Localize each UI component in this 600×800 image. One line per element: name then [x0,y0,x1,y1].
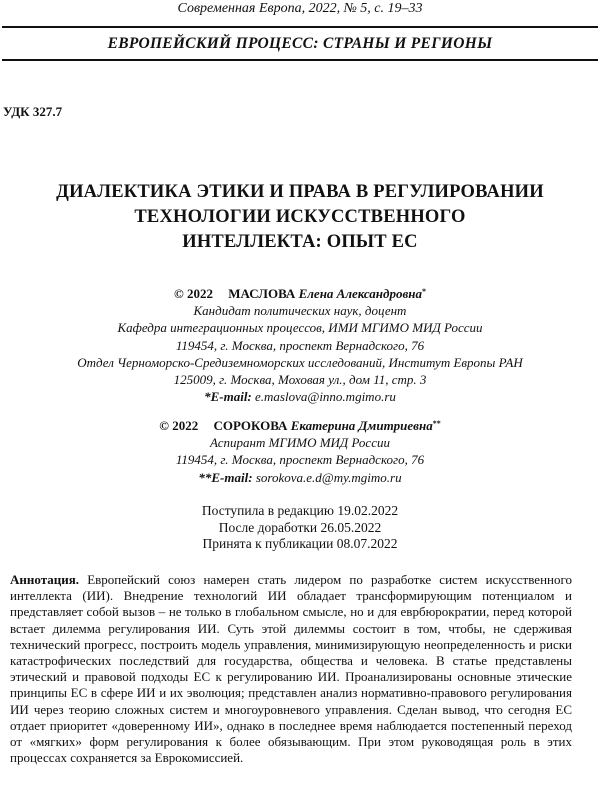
date-accepted: Принята к публикации 08.07.2022 [202,536,398,551]
author-footnote-mark: ** [432,419,441,428]
article-title-line-3: ИНТЕЛЛЕКТА: ОПЫТ ЕС [182,232,418,252]
author-given-name: Елена Александровна [298,286,422,301]
abstract-text: Европейский союз намерен стать лидером по разработке систем искусственного интеллекта (ИИ). Внедрение технологий ИИ обладает трансформирующим потенциалом и представляет собой вызов – не только в глобальном смысле, но и для еврбюрократии, перед которой встает дилемма регулирования ИИ. Суть этой дилеммы состоит в том, чтобы, не сдерживая технический прогресс, построить модель управления, минимизирующую неопределенность и риски катастрофических последствий для государства, общества и человека. В статье представлены этический и правовой подходы ЕС к регулированию ИИ. Проанализированы основные этические принципы ЕС в сфере ИИ и их эволюция; представлен анализ нормативно-правового регулирования ИИ через теорию сложных систем и многоуровневого управления. Сделан вывод, что сегодня ЕС отдает приоритет «доверенному ИИ», однако в последнее время наблюдается постепенный переход от «мягких» форм регулирования к более обязывающим. При этом руководящая роль в этих процессах сохраняется за Еврокомиссией. [10,572,572,766]
author-affiliation: Аспирант МГИМО МИД России [210,435,390,451]
email-address[interactable]: e.maslova@inno.mgimo.ru [255,389,396,405]
author-affiliation: Кандидат политических наук, доцент [193,303,407,319]
date-revised: После доработки 26.05.2022 [218,519,382,535]
email-label: **E-mail: [198,469,253,485]
article-title-line-2: ТЕХНОЛОГИИ ИСКУССТВЕННОГО [134,207,466,227]
author-footnote-mark: * [422,287,426,296]
section-title: ЕВРОПЕЙСКИЙ ПРОЦЕСС: СТРАНЫ И РЕГИОНЫ [107,35,493,52]
article-title [0,180,600,255]
email-label: *E-mail: [204,389,252,405]
author-block-1 [0,285,600,405]
copyright-year: © 2022 [159,418,199,433]
author-affiliation: 119454, г. Москва, проспект Вернадского, 76 [175,452,425,468]
author-email [0,469,600,486]
author-block-2 [0,417,600,486]
author-affiliation: 125009, г. Москва, Моховая ул., дом 11, стр. 3 [173,372,427,388]
header-rule-bottom [2,59,598,61]
author-line [0,417,600,434]
author-email [0,388,600,405]
publication-dates [0,503,600,553]
author-affiliation: 119454, г. Москва, проспект Вернадского, 76 [175,337,425,353]
udk-code: УДК 327.7 [3,104,63,119]
author-affiliation: Отдел Черноморско-Средиземноморских исследований, Институт Европы РАН [77,354,523,370]
email-address[interactable]: sorokova.e.d@my.mgimo.ru [255,469,402,485]
copyright-year: © 2022 [173,286,213,301]
abstract-label: Аннотация. [10,572,80,587]
abstract [10,572,572,766]
author-surname: МАСЛОВА [228,286,296,301]
running-header: Современная Европа, 2022, № 5, с. 19–33 [177,1,423,16]
article-title-line-1: ДИАЛЕКТИКА ЭТИКИ И ПРАВА В РЕГУЛИРОВАНИИ [56,182,544,202]
header-rule-top [2,26,598,28]
author-surname: СОРОКОВА [213,418,288,433]
date-received: Поступила в редакцию 19.02.2022 [201,503,399,518]
author-given-name: Екатерина Дмитриевна [290,418,433,433]
author-line [0,285,600,302]
author-affiliation: Кафедра интеграционных процессов, ИМИ МГИМО МИД России [117,320,483,336]
